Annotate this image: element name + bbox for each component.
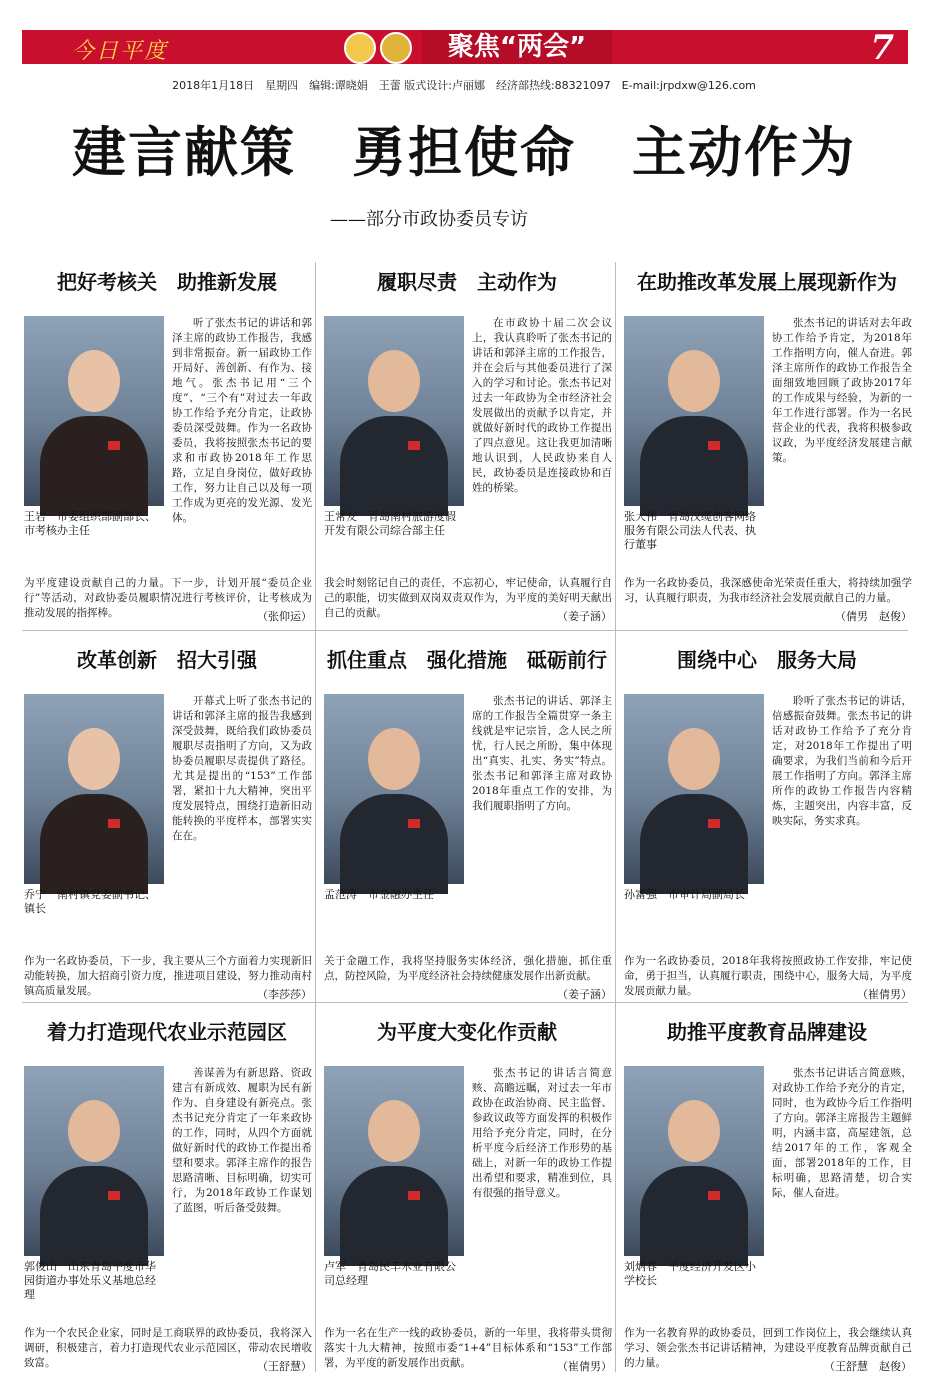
article-continuation: 作为一名政协委员，2018年我将按照政协工作安排，牢记使命，勇于担当，认真履行职责，围绕中心，服务大局，为平度发展贡献力量。 bbox=[624, 955, 912, 997]
article bbox=[622, 262, 912, 624]
column-divider bbox=[315, 262, 316, 1372]
article-continuation: 作为一名政协委员，我深感使命光荣责任重大，将持续加强学习，认真履行职责，为我市经济社会发展贡献自己的力量。 bbox=[624, 577, 912, 604]
row-divider bbox=[22, 630, 908, 631]
article-body: 听了张杰书记的讲话和郭泽主席的政协工作报告，我感到非常振奋。新一届政协工作开局好、善创新、有作为、接地气。张杰书记用“三个度”、“三个有”对过去一年政协工作给予充分肯定，让政协委员深受鼓舞。作为一名政协委员，我将按照张杰书记的要求和市政协2018年工作思路，立足自身岗位，做好政协工作，努力让自己以及每一项工作成为更亮的发光源、发光体。 bbox=[172, 317, 312, 524]
page-number: 7 bbox=[870, 28, 894, 68]
article-author: （李莎莎） bbox=[257, 988, 312, 1001]
article-author: （崔倩男） bbox=[857, 988, 912, 1001]
article-title: 履职尽责 主动作为 bbox=[377, 270, 557, 294]
article-continuation: 作为一名在生产一线的政协委员，新的一年里，我将带头贯彻落实十九大精神，按照市委“1+4”目标体系和“153”工作部署，为平度的新发展作出贡献。 bbox=[324, 1327, 612, 1369]
article-title: 为平度大变化作贡献 bbox=[377, 1020, 557, 1044]
article-author: （崔倩男） bbox=[557, 1360, 612, 1373]
article-author: （姜子涵） bbox=[557, 610, 612, 623]
article-title: 着力打造现代农业示范园区 bbox=[47, 1020, 287, 1044]
photo-caption: 王常友 青岛南村旅游度假开发有限公司综合部主任 bbox=[324, 510, 456, 537]
national-emblem-icon bbox=[344, 32, 376, 64]
portrait-photo bbox=[24, 316, 164, 506]
portrait-photo bbox=[24, 1066, 164, 1256]
row-divider bbox=[22, 1002, 908, 1003]
article-continuation: 作为一名教育界的政协委员，回到工作岗位上，我会继续认真学习、领会张杰书记讲话精神，为建设平度教育品牌贡献自己的力量。 bbox=[624, 1327, 912, 1369]
article-continuation: 作为一个农民企业家，同时是工商联界的政协委员，我将深入调研，积极建言，着力打造现代农业示范园区，带动农民增收致富。 bbox=[24, 1327, 312, 1369]
portrait-photo bbox=[24, 694, 164, 884]
article bbox=[322, 640, 612, 1002]
photo-caption: 郭俊山 山东青岛平度市华园街道办事处乐义基地总经理 bbox=[24, 1260, 156, 1301]
article-title: 把好考核关 助推新发展 bbox=[57, 270, 277, 294]
photo-caption: 孙富强 市审计局副局长 bbox=[624, 888, 745, 901]
portrait-photo bbox=[324, 316, 464, 506]
page-headline: 建言献策 勇担使命 主动作为 bbox=[72, 121, 856, 184]
article-body: 开幕式上听了张杰书记的讲话和郭泽主席的报告我感到深受鼓舞，既给我们政协委员履职尽责指明了方向，又为政协委员履职尽责提供了路径。尤其是提出的“153”工作部署，紧扣十九大精神，突出平度发展特点，围绕打造新旧动能转换的平度样本，部署实实在在。 bbox=[172, 695, 312, 842]
portrait-photo bbox=[324, 694, 464, 884]
article-author: （倩男 赵俊） bbox=[835, 610, 912, 623]
article-author: （王舒慧） bbox=[257, 1360, 312, 1373]
portrait-photo bbox=[624, 694, 764, 884]
article-author: （张仰运） bbox=[257, 610, 312, 623]
photo-caption: 卢军 青岛民丰木业有限公司总经理 bbox=[324, 1260, 456, 1287]
masthead-bar bbox=[22, 28, 908, 68]
article-title: 抓住重点 强化措施 砥砺前行 bbox=[327, 648, 607, 672]
article bbox=[22, 1012, 312, 1374]
article-continuation: 我会时刻铭记自己的责任，不忘初心，牢记使命，认真履行自己的职能，切实做到双岗双责双作为，为平度的美好明天献出自己的贡献。 bbox=[324, 577, 612, 619]
article-body: 张杰书记的讲话对去年政协工作给予肯定，为2018年工作指明方向，催人奋进。郭泽主席所作的政协工作报告全面细致地回顾了政协2017年的工作成果与经验，为新的一年工作进行部署。作为一名民营企业的代表，我将积极参政议政，为平度经济发展建言献策。 bbox=[772, 317, 912, 464]
photo-caption: 王岩 市委组织部副部长、市考核办主任 bbox=[24, 510, 156, 537]
article-continuation: 为平度建设贡献自己的力量。下一步，计划开展“委员企业行”等活动，对政协委员履职情况进行考核评价，让考核成为推动发展的指挥棒。 bbox=[24, 577, 312, 619]
photo-caption: 刘炳春 平度经济开发区小学校长 bbox=[624, 1260, 756, 1287]
article-author: （王舒慧 赵俊） bbox=[824, 1360, 912, 1373]
article-body: 在市政协十届二次会议上，我认真聆听了张杰书记的讲话和郭泽主席的工作报告，并在会后与其他委员进行了深入的学习和讨论。张杰书记对过去一年政协为全市经济社会发展做出的贡献予以肯定，并就做好新时代的政协工作提出了四点意见。这让我更加清晰地认识到，人民政协来自人民，政协委员是连接政协和百姓的桥梁。 bbox=[472, 317, 612, 494]
column-divider bbox=[615, 262, 616, 1372]
article-body: 张杰书记讲话言简意赅，对政协工作给予充分的肯定，同时，也为政协今后工作指明了方向。郭泽主席报告主题鲜明，内涵丰富，高屋建瓴，总结2017年的工作，客观全面，部署2018年的工作，目标明确，思路清楚，切合实际，催人奋进。 bbox=[772, 1067, 912, 1199]
photo-caption: 张大伟 青岛汉缆创客网络服务有限公司法人代表、执行董事 bbox=[624, 510, 756, 551]
article-title: 围绕中心 服务大局 bbox=[677, 648, 857, 672]
edition-info: 2018年1月18日 星期四 编辑:谭晓娟 王蕾 版式设计:卢丽娜 经济部热线:88321097 E-mail:jrpdxw@126.com bbox=[172, 79, 756, 92]
article-continuation: 作为一名政协委员，下一步，我主要从三个方面着力实现新旧动能转换，加大招商引资力度，推进项目建设，努力推动南村镇高质量发展。 bbox=[24, 955, 312, 997]
article-title: 在助推改革发展上展现新作为 bbox=[637, 270, 897, 294]
section-title: 聚焦“两会” bbox=[422, 30, 612, 64]
article-author: （姜子涵） bbox=[557, 988, 612, 1001]
article bbox=[322, 262, 612, 624]
article-continuation: 关于金融工作，我将坚持服务实体经济，强化措施，抓住重点，防控风险，为平度经济社会持续健康发展作出新贡献。 bbox=[324, 955, 612, 982]
article-title: 改革创新 招大引强 bbox=[77, 648, 257, 672]
article bbox=[622, 640, 912, 1002]
article-body: 张杰书记的讲话、郭泽主席的工作报告全篇贯穿一条主线就是牢记宗旨，念人民之所忧，行人民之所盼，集中体现出“真实、扎实、务实”特点。张杰书记和郭泽主席对政协2018年重点工作的安排，为我们履职指明了方向。 bbox=[472, 695, 612, 812]
portrait-photo bbox=[324, 1066, 464, 1256]
article bbox=[322, 1012, 612, 1374]
photo-caption: 乔宁 南村镇党委副书记、镇长 bbox=[24, 888, 156, 915]
photo-caption: 孟范涛 市金融办主任 bbox=[324, 888, 434, 901]
article-body: 聆听了张杰书记的讲话，倍感振奋鼓舞。张杰书记的讲话对政协工作给予了充分肯定，对2018年工作提出了明确要求，为我们当前和今后开展工作指明了方向。郭泽主席所作的政协工作报告内容精炼，主题突出，内容丰富，反映实际，务实求真。 bbox=[772, 695, 912, 827]
portrait-photo bbox=[624, 316, 764, 506]
article bbox=[622, 1012, 912, 1374]
article-body: 善谋善为有新思路、资政建言有新成效、履职为民有新作为、自身建设有新亮点。张杰书记充分肯定了一年来政协的工作，同时，从四个方面就做好新时代的政协工作提出希望和要求。郭泽主席作的报告思路清晰、目标明确，切实可行，为2018年政协工作谋划了蓝图，听后备受鼓舞。 bbox=[172, 1067, 312, 1214]
article-body: 张杰书记的讲话言简意赅、高瞻远瞩，对过去一年市政协在政治协商、民主监督、参政议政等方面发挥的积极作用给予充分肯定，同时，在分析平度今后经济工作形势的基础上，对新一年的政协工作提出希望和要求，精准到位，具有很强的指导意义。 bbox=[472, 1067, 612, 1199]
portrait-photo bbox=[624, 1066, 764, 1256]
page-subheadline: ——部分市政协委员专访 bbox=[330, 209, 528, 230]
article-title: 助推平度教育品牌建设 bbox=[667, 1020, 867, 1044]
article bbox=[22, 640, 312, 1002]
article bbox=[22, 262, 312, 624]
newspaper-logo: 今日平度 bbox=[72, 39, 169, 64]
cppcc-emblem-icon bbox=[380, 32, 412, 64]
